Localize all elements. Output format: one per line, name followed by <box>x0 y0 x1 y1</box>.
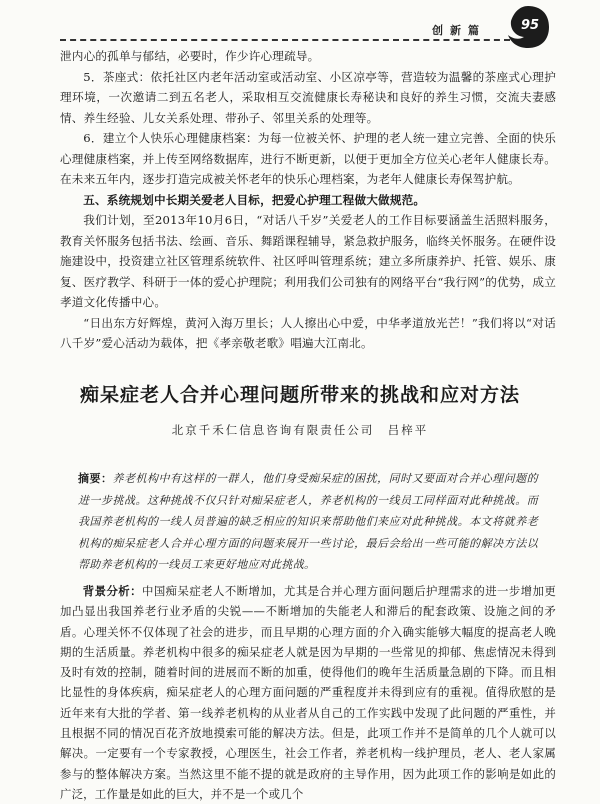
background-text: 中国痴呆症老人不断增加，尤其是合并心理方面问题后护理需求的进一步增加更加凸显出我国养老行业矛盾的尖锐——不断增加的失能老人和滞后的配套政策、设施之间的矛盾。心理关怀不仅体现了社会的进步，而且早期的心理方面的介入确实能够大幅度的提高老人晚期的生活质量。养老机构中很多的痴呆症老人就是因为早期的一些常见的抑郁、焦虑情况未得到及时有效的控制，随着时间的进展而不断的加重，使得他们的晚年生活质量急剧的下降。而且相比显性的身体疾病，痴呆症老人的心理方面问题的严重程度并未得到应有的重视。值得欣慰的是近年来有大批的学者、第一线养老机构的从业者从自己的工作实践中发现了此问题的严重性，并且根据不同的情况百花齐放地摸索可能的解决方法。但是，此项工作并不是简单的几个人就可以解决。一定要有一个专家教授，心理医生，社会工作者，养老机构一线护理员，老人、老人家属参与的整体解决方案。当然这里不能不提的就是政府的主导作用，因为此项工作的影响是如此的广泛，工作量是如此的巨大，并不是一个或几个 <box>60 584 556 801</box>
abstract <box>78 468 538 576</box>
article-title: 痴呆症老人合并心理问题所带来的挑战和应对方法 <box>79 384 520 406</box>
section-label: 创新篇 <box>432 24 486 37</box>
paragraph-health-archive: 6．建立个人快乐心理健康档案：为每一位被关怀、护理的老人统一建立完善、全面的快乐心理健康档案，并上传至网络数据库，进行不断更新，以便于更加全方位关心老年人健康长寿。在未来五年内，逐步打造完成被关怀老年的快乐心理档案，为老年人健康长寿保驾护航。 <box>60 131 556 186</box>
section-five-heading: 五、系统规划中长期关爱老人目标，把爱心护理工程做大做规范。 <box>83 192 426 207</box>
page-header <box>0 0 600 52</box>
paragraph-plan: 我们计划，至2013年10月6日，“对话八千岁”关爱老人的工作目标要涵盖生活照料服务，教育关怀服务包括书法、绘画、音乐、舞蹈课程辅导，紧急救护服务，临终关怀服务。在硬件设施建设中，投资建立社区管理系统软件、社区呼叫管理系统；建立多所康养护、托管、娱乐、康复、医疗教学、科研于一体的爱心护理院；利用我们公司独有的网络平台“我行网”的优势，成立孝道文化传播中心。 <box>60 213 556 309</box>
abstract-label: 摘要： <box>78 472 113 485</box>
article-continuation <box>60 46 556 354</box>
page-number: 95 <box>520 18 540 33</box>
paragraph-continuation: 泄内心的孤单与郁结，必要时，作少许心理疏导。 <box>60 49 320 63</box>
abstract-text: 养老机构中有这样的一群人，他们身受痴呆症的困扰，同时又要面对合并心理问题的进一步挑战。这种挑战不仅只针对痴呆症老人，养老机构的一线员工同样面对此种挑战。而我国养老机构的一线人员普遍的缺乏相应的知识来帮助他们来应对此种挑战。本文将就养老机构的痴呆症老人合并心理方面的问题来展开一些讨论，最后会给出一些可能的解决方法以帮助养老机构的一线员工来更好地应对此挑战。 <box>78 472 538 571</box>
paragraph-tea-corner: 5．茶座式：依托社区内老年活动室或活动室、小区凉亭等，营造较为温馨的茶座式心理护理环境，一次邀请二到五名老人，采取相互交流健康长寿秘诀和良好的养生习惯，交流夫妻感情、养生经验、儿女关系处理、带孙子、邻里关系的处理等。 <box>60 69 556 125</box>
article-byline: 北京千禾仁信息咨询有限责任公司 吕梓平 <box>171 423 429 437</box>
background-label: 背景分析： <box>82 584 142 598</box>
header-rule <box>60 39 510 41</box>
paragraph-quote: “日出东方好辉煌，黄河入海万里长；人人擦出心中爱，中华孝道放光芒！”我们将以“对话八千岁”爱心活动为载体，把《孝亲敬老歌》唱遍大江南北。 <box>60 315 556 350</box>
background-paragraph <box>60 581 556 804</box>
background-section <box>60 581 556 804</box>
